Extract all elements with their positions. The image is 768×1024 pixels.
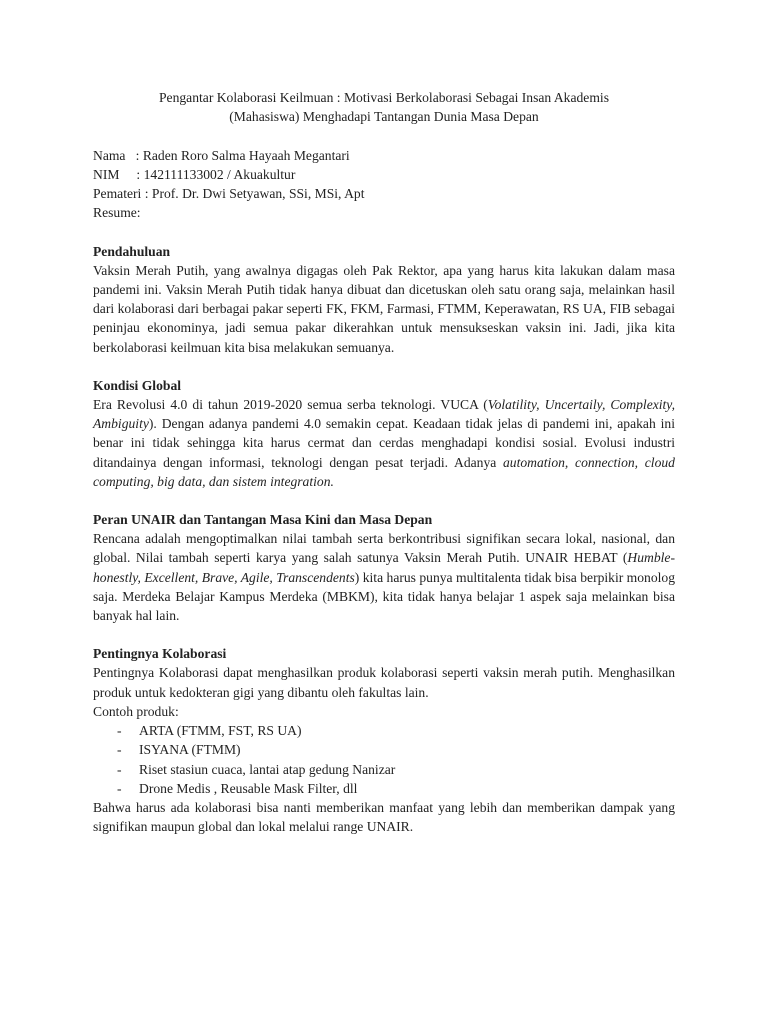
heading-pendahuluan: Pendahuluan — [93, 243, 171, 259]
document-title — [93, 88, 675, 127]
kondisi-text-1: Era Revolusi 4.0 di tahun 2019-2020 semua serba teknologi. VUCA ( — [93, 397, 488, 413]
heading-kondisi-global: Kondisi Global — [93, 377, 182, 393]
kondisi-text-2: ). Dengan adanya pandemi 4.0 semakin cepat. Keadaan tidak jelas di pandemi ini, apakah ini benar ini tidak sehingga kita harus cermat dan cerdas menghadapi kondisi sosial. Evolusi industri ditandainya dengan informasi, teknologi dengan pesat terjadi. Adanya — [93, 416, 675, 470]
kondisi-italic-1: Volatility, Uncertaily, Complexity, Ambiguity — [93, 397, 675, 432]
produk-list — [93, 721, 675, 798]
peran-text-2: ) kita harus punya multitalenta tidak bisa berpikir monolog saja. Merdeka Belajar Kampus Merdeka (MBKM), kita tidak hanya belajar 1 aspek saja melainkan bisa banyak hal lain. — [93, 569, 676, 624]
contoh-produk-label: Contoh produk: — [93, 703, 179, 719]
list-item-text: Riset stasiun cuaca, lantai atap gedung Nanizar — [139, 761, 396, 777]
list-dash: - — [117, 761, 122, 777]
list-item — [93, 779, 675, 798]
para-pentingnya-kolaborasi: Pentingnya Kolaborasi dapat menghasilkan produk kolaborasi seperti vaksin merah putih. Menghasilkan produk untuk kedokteran gigi yang dibantu oleh fakultas lain. — [93, 665, 675, 700]
list-item-text: Drone Medis , Reusable Mask Filter, dll — [139, 780, 358, 796]
list-item — [93, 760, 675, 779]
list-item — [93, 740, 675, 759]
heading-pentingnya-kolaborasi: Pentingnya Kolaborasi — [93, 646, 227, 662]
meta-block — [93, 146, 675, 223]
list-item-text: ISYANA (FTMM) — [139, 742, 241, 758]
list-dash: - — [117, 780, 122, 796]
heading-peran-unair: Peran UNAIR dan Tantangan Masa Kini dan Masa Depan — [93, 512, 433, 528]
list-dash: - — [117, 723, 122, 739]
meta-nim: NIM : 142111133002 / Akuakultur — [93, 167, 296, 183]
meta-pemateri: Pemateri : Prof. Dr. Dwi Setyawan, SSi, MSi, Apt — [93, 186, 365, 202]
para-kondisi-global — [93, 395, 675, 491]
title-line-2: (Mahasiswa) Menghadapi Tantangan Dunia Masa Depan — [229, 109, 539, 125]
peran-text-1: Rencana adalah mengoptimalkan nilai tambah serta berkontribusi signifikan secara lokal, nasional, dan global. Nilai tambah seperti karya yang salah satunya Vaksin Merah Putih. UNAIR HEBAT ( — [93, 531, 675, 566]
list-item-text: ARTA (FTMM, FST, RS UA) — [139, 723, 302, 739]
list-dash: - — [117, 742, 122, 758]
title-line-1: Pengantar Kolaborasi Keilmuan : Motivasi Berkolaborasi Sebagai Insan Akademis — [158, 90, 609, 105]
para-peran-unair — [93, 529, 675, 625]
kondisi-italic-2: automation, connection, cloud computing, big data, dan sistem integration. — [93, 454, 675, 489]
meta-nama: Nama : Raden Roro Salma Hayaah Megantari — [93, 147, 350, 163]
para-pendahuluan: Vaksin Merah Putih, yang awalnya digagas oleh Pak Rektor, apa yang harus kita lakukan dalam masa pandemi ini. Vaksin Merah Putih tidak hanya dibuat dan dicetuskan oleh satu orang saja, melainkan hasil dari kolaborasi dari berbagai pakar seperti FK, FKM, Farmasi, FTMM, Keperawatan, RS UA, FIB sebagai peninjau ekonominya, jadi semua pakar dikerahkan untuk mensukseskan vaksin ini. Jadi, jika kita berkolaborasi keilmuan kita bisa melakukan semuanya. — [93, 262, 675, 355]
document-page — [93, 88, 675, 836]
peran-italic-1: Humble-honestly, Excellent, Brave, Agile, Transcendents — [93, 550, 675, 585]
list-item — [93, 721, 675, 740]
para-closing: Bahwa harus ada kolaborasi bisa nanti memberikan manfaat yang lebih dan memberikan dampak yang signifikan maupun global dan lokal melalui range UNAIR. — [93, 799, 675, 835]
meta-resume: Resume: — [93, 205, 141, 221]
